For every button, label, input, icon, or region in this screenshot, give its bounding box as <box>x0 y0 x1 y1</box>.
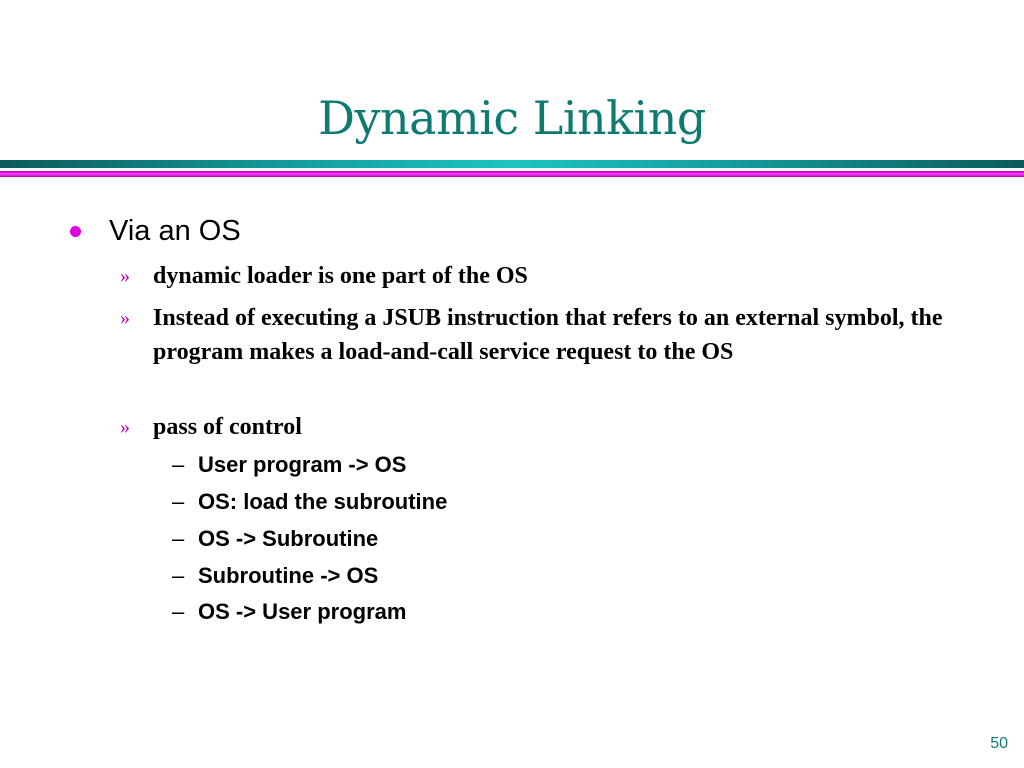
step-text: User program -> OS <box>198 452 407 477</box>
subpoint-text: dynamic loader is one part of the OS <box>153 263 528 289</box>
page-number: 50 <box>990 735 1008 752</box>
subpoint-text: pass of control <box>153 414 302 440</box>
step-marker: – <box>172 526 185 551</box>
step-marker: – <box>172 563 185 588</box>
step-text: Subroutine -> OS <box>198 563 379 588</box>
step-text: OS: load the subroutine <box>198 489 448 514</box>
slide-title: Dynamic Linking <box>318 91 706 145</box>
step-text: OS -> User program <box>198 599 407 624</box>
subpoint-text: Instead of executing a JSUB instruction that refers to an external symbol, the program makes a load-and-call service request to the OS <box>153 305 943 365</box>
bullet-text: Via an OS <box>109 215 241 247</box>
bullet-dot-icon <box>70 226 81 237</box>
step-marker: – <box>172 599 185 624</box>
subpoint-marker: » <box>120 307 130 329</box>
step-marker: – <box>172 452 185 477</box>
title-rule-magenta <box>0 171 1024 177</box>
step-marker: – <box>172 489 185 514</box>
step-text: OS -> Subroutine <box>198 526 379 551</box>
title-rule-teal <box>0 160 1024 168</box>
subpoint-marker: » <box>120 265 130 287</box>
subpoint-marker: » <box>120 416 130 438</box>
